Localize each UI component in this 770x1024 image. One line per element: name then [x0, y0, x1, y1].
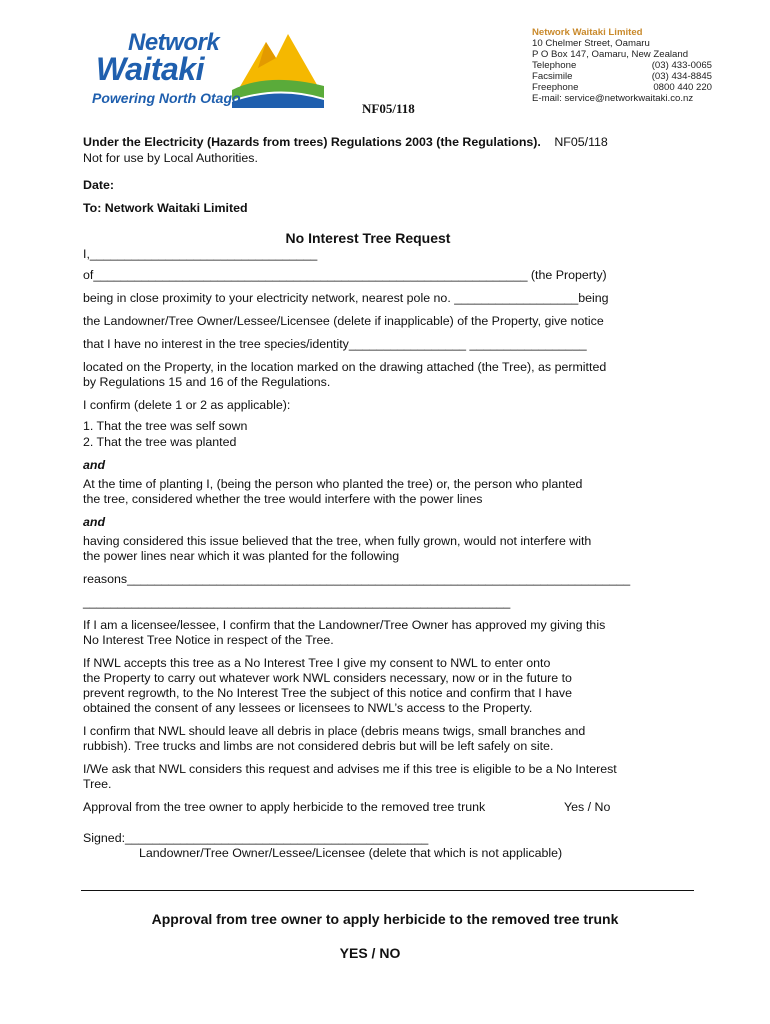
company-contact-block: [532, 27, 712, 104]
telephone-label: Telephone: [532, 60, 577, 71]
tree-species-field-line: that I have no interest in the tree species/identity_________________ _________________: [83, 337, 587, 351]
freephone-value: 0800 440 220: [653, 82, 712, 93]
body-text-line: located on the Property, in the location marked on the drawing attached (the Tree), as permitted: [83, 360, 607, 374]
facsimile-row: [532, 71, 712, 82]
name-field-line: I,_________________________________: [83, 247, 318, 261]
property-field-line: of_______________________________________________________________ (the Property): [83, 268, 607, 282]
body-text-line: No Interest Tree Notice in respect of the Tree.: [83, 633, 334, 647]
telephone-value: (03) 433-0065: [651, 60, 712, 71]
reasons-field-line: reasons_________________________________________________________________________: [83, 572, 631, 586]
regulation-line: [83, 135, 608, 151]
body-text-line: by Regulations 15 and 16 of the Regulations.: [83, 375, 331, 389]
body-text-line: rubbish). Tree trucks and limbs are not considered debris but will be left safely on site.: [83, 739, 554, 753]
body-text-line: the Landowner/Tree Owner/Lessee/Licensee (delete if inapplicable) of the Property, give notice: [83, 314, 604, 328]
body-text-line: I/We ask that NWL considers this request and advises me if this tree is eligible to be a No Interest: [83, 762, 617, 776]
herbicide-question: Approval from the tree owner to apply herbicide to the removed tree trunk: [83, 800, 486, 814]
footer-approval-title: Approval from tree owner to apply herbicide to the removed tree trunk: [151, 911, 619, 927]
body-text-line: If I am a licensee/lessee, I confirm that the Landowner/Tree Owner has approved my giving this: [83, 618, 606, 632]
signature-field-line: Signed:____________________________________________: [83, 831, 429, 845]
body-text-line: At the time of planting I, (being the person who planted the tree) or, the person who planted: [83, 477, 583, 491]
not-for-use-note: Not for use by Local Authorities.: [83, 151, 258, 165]
herbicide-yes-no[interactable]: Yes / No: [564, 800, 611, 814]
freephone-row: [532, 82, 712, 93]
body-text-line: Tree.: [83, 777, 112, 791]
company-address-1: 10 Chelmer Street, Oamaru: [532, 38, 650, 49]
regulation-title: Under the Electricity (Hazards from trees) Regulations 2003 (the Regulations).: [83, 135, 541, 149]
confirm-instruction: I confirm (delete 1 or 2 as applicable):: [83, 398, 291, 412]
pole-field-line: being in close proximity to your electricity network, nearest pole no. __________________being: [83, 291, 609, 305]
signature-role-note: Landowner/Tree Owner/Lessee/Licensee (delete that which is not applicable): [139, 846, 563, 860]
option-planted: 2. That the tree was planted: [83, 435, 237, 449]
form-code: NF05/118: [362, 101, 415, 116]
and-connector: and: [83, 458, 106, 472]
divider-line: [81, 890, 694, 891]
option-self-sown: 1. That the tree was self sown: [83, 419, 248, 433]
company-logo: [88, 28, 328, 116]
facsimile-value: (03) 434-8845: [651, 71, 712, 82]
body-text-line: I confirm that NWL should leave all debris in place (debris means twigs, small branches and: [83, 724, 586, 738]
body-text-line: the power lines near which it was planted for the following: [83, 549, 400, 563]
body-text-line: obtained the consent of any lessees or licensees to NWL’s access to the Property.: [83, 701, 533, 715]
body-text-line: the tree, considered whether the tree would interfere with the power lines: [83, 492, 483, 506]
facsimile-label: Facsimile: [532, 71, 573, 82]
body-text-line: prevent regrowth, to the No Interest Tree the subject of this notice and confirm that I have: [83, 686, 573, 700]
footer-yes-no[interactable]: YES / NO: [339, 945, 401, 961]
mountain-logo-icon: [228, 28, 328, 108]
to-line: To: Network Waitaki Limited: [83, 201, 248, 215]
date-label: Date:: [83, 178, 114, 192]
body-text-line: the Property to carry out whatever work NWL considers necessary, now or in the future to: [83, 671, 572, 685]
telephone-row: [532, 60, 712, 71]
form-title: No Interest Tree Request: [285, 230, 451, 246]
and-connector: and: [83, 515, 106, 529]
company-address-2: P O Box 147, Oamaru, New Zealand: [532, 49, 689, 60]
logo-tagline: Powering North Otago: [92, 90, 241, 106]
regulation-code: NF05/118: [554, 135, 608, 149]
logo-word-network: Network: [128, 29, 220, 56]
body-text-line: having considered this issue believed that the tree, when fully grown, would not interfere with: [83, 534, 592, 548]
email-line: E-mail: service@networkwaitaki.co.nz: [532, 93, 694, 104]
logo-word-waitaki: Waitaki: [96, 51, 204, 87]
company-name: Network Waitaki Limited: [532, 27, 643, 38]
reasons-field-line-2: ______________________________________________________________: [83, 595, 511, 609]
freephone-label: Freephone: [532, 82, 579, 93]
body-text-line: If NWL accepts this tree as a No Interest Tree I give my consent to NWL to enter onto: [83, 656, 551, 670]
